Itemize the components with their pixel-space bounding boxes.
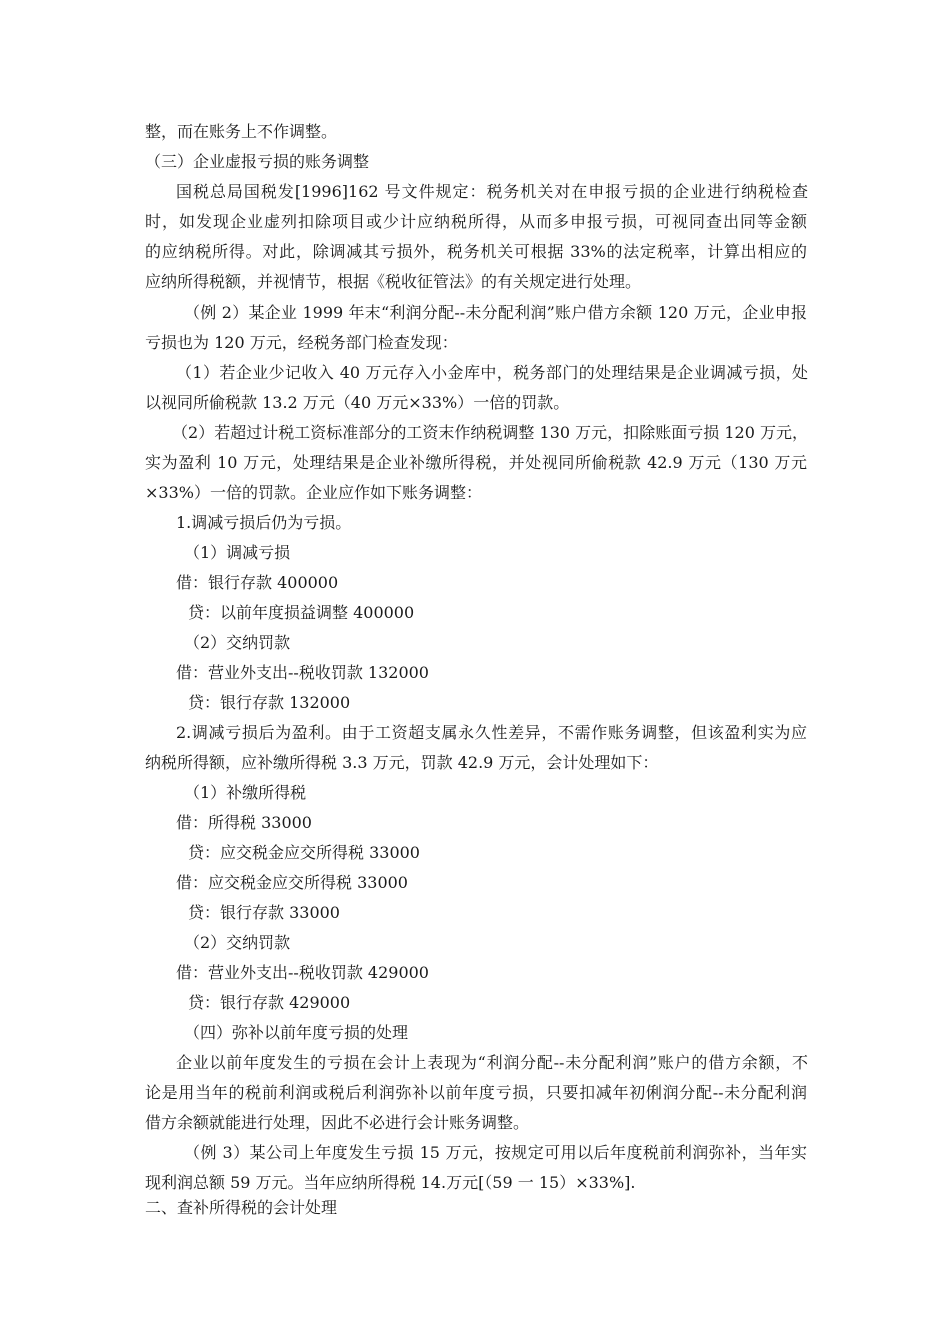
paragraph-line: 借方余额就能进行处理，因此不必进行会计账务调整。 [145,1113,530,1132]
section-heading: 二、查补所得税的会计处理 [145,1198,338,1217]
journal-entry: 借：所得税 33000 [176,813,312,832]
text-line: 整，而在账务上不作调整。 [145,122,338,141]
case-line: ×33%）一倍的罚款。企业应作如下账务调整： [145,483,482,502]
journal-entry: 借：营业外支出--税收罚款 132000 [176,663,429,682]
item-heading: 1.调减亏损后仍为亏损。 [176,513,352,532]
journal-entry: 借：银行存款 400000 [176,573,339,592]
item-subheading: （1）补缴所得税 [184,783,307,802]
case-line: （2）若超过计税工资标准部分的工资末作纳税调整 130 万元，扣除账面亏损 120 万元， [172,423,808,442]
item-subheading: （2）交纳罚款 [184,933,291,952]
journal-entry: 贷：银行存款 429000 [188,993,351,1012]
paragraph-line: 纳税所得额，应补缴所得税 3.3 万元，罚款 42.9 万元，会计处理如下： [145,753,659,772]
case-line: 以视同所偷税款 13.2 万元（40 万元×33%）一倍的罚款。 [145,393,570,412]
journal-entry: 贷：以前年度损益调整 400000 [188,603,415,622]
example-line: （例 3）某公司上年度发生亏损 15 万元，按规定可用以后年度税前利润弥补，当年实 [184,1143,807,1162]
paragraph-line: 应纳所得税额，并视情节，根据《税收征管法》的有关规定进行处理。 [145,272,642,291]
journal-entry: 借：营业外支出--税收罚款 429000 [176,963,429,982]
journal-entry: 贷：银行存款 33000 [188,903,340,922]
paragraph-line: 的应纳税所得。对此，除调减其亏损外，税务机关可根据 33%的法定税率，计算出相应的 [145,242,807,261]
journal-entry: 借：应交税金应交所得税 33000 [176,873,408,892]
paragraph-line: 企业以前年度发生的亏损在会计上表现为“利润分配--未分配利润”账户的借方余额，不 [176,1053,808,1072]
paragraph-line: 论是用当年的税前利润或税后利润弥补以前年度亏损，只要扣减年初俐润分配--未分配利润 [145,1083,807,1102]
case-line: （1）若企业少记收入 40 万元存入小金库中，税务部门的处理结果是企业调减亏损，处 [176,363,808,382]
example-line: （例 2）某企业 1999 年末“利润分配--未分配利润”账户借方余额 120 万元，企业申报 [184,303,807,322]
section-heading: （四）弥补以前年度亏损的处理 [184,1023,409,1042]
journal-entry: 贷：银行存款 132000 [188,693,351,712]
journal-entry: 贷：应交税金应交所得税 33000 [188,843,420,862]
item-subheading: （1）调减亏损 [184,543,291,562]
case-line: 实为盈利 10 万元，处理结果是企业补缴所得税，并处视同所偷税款 42.9 万元（130 万元 [145,453,807,472]
example-line: 亏损也为 120 万元，经税务部门检查发现： [145,333,458,352]
example-line: 现利润总额 59 万元。当年应纳所得税 14.万元[（59 一 15）×33%]. [145,1173,636,1192]
section-heading: （三）企业虚报亏损的账务调整 [145,152,370,171]
paragraph-line: 时，如发现企业虚列扣除项目或少计应纳税所得，从而多申报亏损，可视同查出同等金额 [145,212,807,231]
item-subheading: （2）交纳罚款 [184,633,291,652]
item-heading: 2.调减亏损后为盈利。由于工资超支属永久性差异，不需作账务调整，但该盈利实为应 [176,723,807,742]
paragraph-line: 国税总局国税发[1996]162 号文件规定：税务机关对在申报亏损的企业进行纳税检查 [176,182,808,201]
